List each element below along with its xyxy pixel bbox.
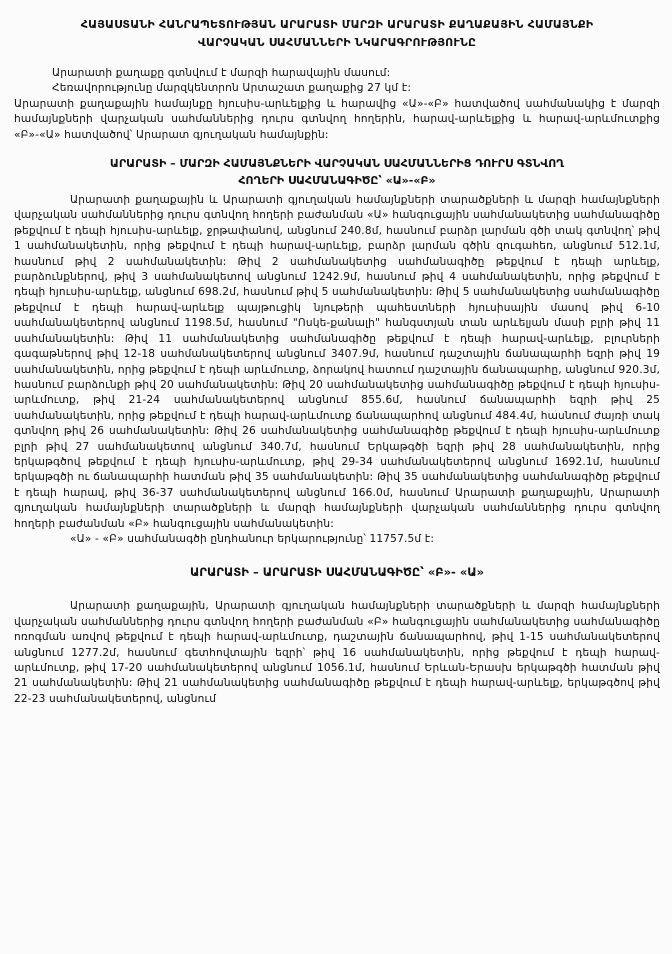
section-2-body: Արարատի քաղաքային, Արարատի գյուղական համայնքների տարածքների և մարզի համայնքների վարչական սահմաններից դուրս գտնվող հողերի բաժանման «Բ» հանգուցային սահմանակետից սահմանագիծը ոռոգման առվով թեքվում է դեպի հարավ-արևմուտք, դաշտային ճանապարհով, թիվ 1-15 սահմանակետերով անցնում 1277.2մ, հասնում գետհովտային եզրի՝ թիվ 16 սահմանակետին, որից թեքվում է դեպի հարավ-արևմուտք, թիվ 17-20 սահմանակետերով անցնում 1056.1մ, հասնում Երևան-Երասխ երկաթգծի հատման թիվ 21 սահմանակետին: Թիվ 21 սահմանակետից սահմանագիծը թեքվում է դեպի հարավ-արևելք, երկաթգծով թիվ 22-23 սահմանակետերով, անցնում — [14, 600, 660, 705]
intro-paragraph-1: Արարատի քաղաքը գտնվում է մարզի հարավային մասում: — [52, 67, 391, 79]
document-title — [14, 16, 660, 52]
section-2-heading: ԱՐԱՐԱՏԻ – ԱՐԱՐԱՏԻ ՍԱՀՄԱՆԱԳԻԾԸ՝ «Բ»- «Ա» — [189, 565, 485, 580]
section-1-heading-line-2: ՀՈՂԵՐԻ ՍԱՀՄԱՆԱԳԻԾԸ՝ «Ա»-«Բ» — [238, 174, 436, 188]
section-1-body: Արարատի քաղաքային և Արարատի գյուղական համայնքների տարածքների և մարզի համայնքների վարչական սահմաններից դուրս գտնվող հողերի բաժանման «Ա» հանգուցային սահմանակետից սահմանագիծը թեքվում է դեպի հյուսիս-արևելք, ջրթափանով, անցնում 240.8մ, հասնում բարձր լարման գծի տակ գտնվող՝ թիվ 1 սահմանակետին, որից թեքվում է դեպի հարավ-արևելք, բարձր լարման գծին զուգահեռ, անցնում 512.1մ, հասնում թիվ 2 սահմանակետին: Թիվ 2 սահմանակետից սահմանագիծը թեքվում է դեպի արևելք, բարձունքներով, թիվ 3 սահմանակետով անցնում 1242.9մ, հասնում թիվ 4 սահմանակետին, որից թեքվում է դեպի հյուսիս-արևելք, անցնում 698.2մ, հասնում թիվ 5 սահմանակետին: Թիվ 5 սահմանակետից սահմանագիծը թեքվում է դեպի հարավ-արևելք պայթուցիկ նյութերի պահեստների հյուսիսային մասով թիվ 6-10 սահմանակետերով անցնում 1198.5մ, հասնում "Ոսկե-քանալի" հանգստյան տան արևելյան մասի բլրի թիվ 11 սահմանակետին: Թիվ 11 սահմանակետից սահմանագիծը թեքվում է դեպի հարավ-արևելք, բլուրների գագաթներով թիվ 12-18 սահմանակետերով անցնում 3407.9մ, հասնում դաշտային ճանապարհի եզրի թիվ 19 սահմանակետին, որից թեքվում է դեպի արևմուտք, ձորակով հատում դաշտային ճանապարհը, անցնում 920.3մ, հասնում բարձունքի թիվ 20 սահմանակետին: Թիվ 20 սահմանակետից սահմանագիծը թեքվում է դեպի հյուսիս-արևմուտք, թիվ 21-24 սահմանակետերով անցնում 855.6մ, հասնում ճանապարհի եզրի թիվ 25 սահմանակետին, որից թեքվում է դեպի հարավ-արևմուտք ճանապարհով անցնում 484.4մ, հասնում ժայռի տակ գտնվող թիվ 26 սահմանակետին: Թիվ 26 սահմանակետից սահմանագիծը թեքվում է դեպի հյուսիս-արևմուտք բլրի թիվ 27 սահմանակետով անցնում 340.7մ, հասնում Երկաթգծի եզրի թիվ 28 սահմանակետին, որից երկաթգծով թեքվում է դեպի հյուսիս-արևմուտք, թիվ 29-34 սահմանակետերով անցնում 1692.1մ, հասնում երկաթգծի ու ճանապարհի հատման թիվ 35 սահմանակետին: Թիվ 35 սահմանակետից սահմանագիծը թեքվում է դեպի հարավ, թիվ 36-37 սահմանակետերով անցնում 166.0մ, հասնում Արարատի քաղաքային, Արարատի գյուղական համայնքների տարածքների և մարզի համայնքների վարչական սահմաններից դուրս գտնվող հողերի բաժանման «Բ» հանգուցային սահմանակետին: — [14, 194, 660, 530]
section-1-total: «Ա» - «Բ» սահմանագծի ընդհանուր երկարությունը՝ 11757.5մ է: — [70, 532, 435, 545]
intro-paragraph-3: Արարատի քաղաքային համայնքը հյուսիս-արևելքից և հարավից «Ա»-«Բ» հատվածով սահմանակից է մարզի համայնքների վարչական սահմաններից դուրս գտնվող հողերին, հարավ-արևելքից և հարավ-արևմուտքից «Բ»-«Ա» հատվածով՝ Արարատ գյուղական համայնքին: — [14, 97, 660, 141]
title-line-2: ՎԱՐՉԱԿԱՆ ՍԱՀՄԱՆՆԵՐԻ ՆԿԱՐԱԳՐՈՒԹՅՈՒՆԸ — [197, 36, 477, 49]
section-1-heading — [14, 155, 660, 189]
title-line-1: ՀԱՅԱՍՏԱՆԻ ՀԱՆՐԱՊԵՏՈՒԹՅԱՆ ԱՐԱՐԱՏԻ ՄԱՐԶԻ ԱՐԱՐԱՏԻ ՔԱՂԱՔԱՅԻՆ ՀԱՄԱՅՆՔԻ — [80, 18, 594, 31]
intro-paragraph-2: Հեռավորությունը մարզկենտրոն Արտաշատ քաղաքից 27 կմ է: — [52, 82, 412, 95]
section-1-heading-line-1: ԱՐԱՐԱՏԻ – ՄԱՐԶԻ ՀԱՄԱՅՆՔՆԵՐԻ ՎԱՐՉԱԿԱՆ ՍԱՀՄԱՆՆԵՐԻՑ ԴՈՒՐՍ ԳՏՆՎՈՂ — [109, 157, 565, 171]
